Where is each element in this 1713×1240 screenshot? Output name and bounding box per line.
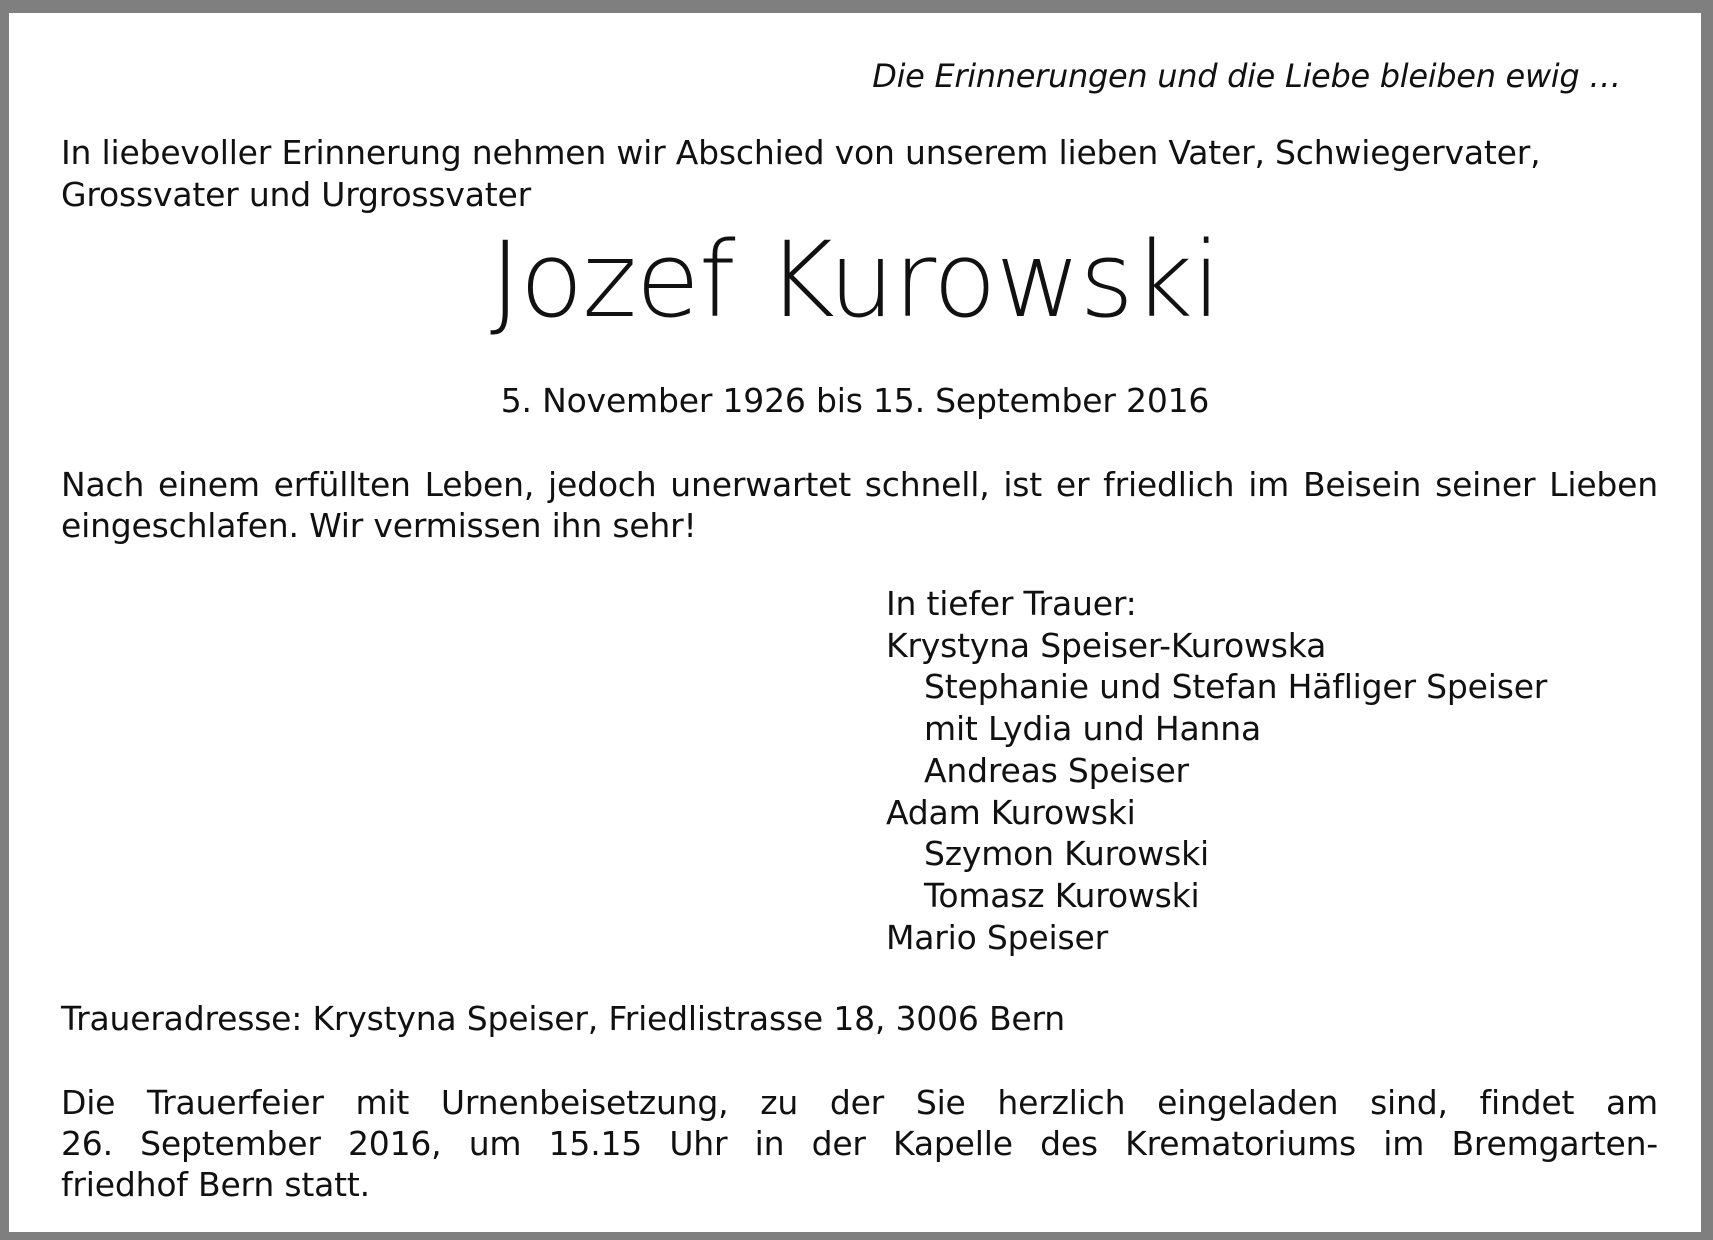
ceremony-paragraph xyxy=(61,1082,1658,1205)
mourners-heading: In tiefer Trauer: xyxy=(886,584,1137,623)
mourners-list xyxy=(886,583,1547,958)
life-dates: 5. November 1926 bis 15. September 2016 xyxy=(500,381,1210,420)
mourner-entry: Krystyna Speiser-Kurowska xyxy=(886,625,1327,665)
intro-paragraph xyxy=(61,132,1657,216)
mourner-entry: Andreas Speiser xyxy=(924,750,1189,790)
mourner-entry: Adam Kurowski xyxy=(886,792,1136,832)
obituary-card xyxy=(9,13,1701,1232)
ceremony-line-3: friedhof Bern statt. xyxy=(61,1165,370,1204)
intro-line-2: Grossvater und Urgrossvater xyxy=(61,175,531,214)
mourner-entry: Szymon Kurowski xyxy=(924,834,1209,874)
intro-line-1: In liebevoller Erinnerung nehmen wir Abschied von unserem lieben Vater, Schwiegervater, xyxy=(61,133,1541,172)
mourning-address: Traueradresse: Krystyna Speiser, Friedlistrasse 18, 3006 Bern xyxy=(61,999,1066,1038)
ceremony-line-2: 26. September 2016, um 15.15 Uhr in der Kapelle des Krematoriums im Bremgarten- xyxy=(61,1124,1658,1163)
mourner-entry: Mario Speiser xyxy=(886,917,1108,957)
mourner-entry: Tomasz Kurowski xyxy=(924,875,1200,915)
mourner-entry: mit Lydia und Hanna xyxy=(924,709,1262,749)
message-paragraph: Nach einem erfüllten Leben, jedoch unerwartet schnell, ist er friedlich im Beisein seiner Lieben eingeschlafen. Wir vermissen ihn sehr! xyxy=(61,465,1658,545)
motto-text: Die Erinnerungen und die Liebe bleiben ewig … xyxy=(872,57,1621,95)
deceased-name: Jozef Kurowski xyxy=(490,219,1220,341)
ceremony-line-1: Die Trauerfeier mit Urnenbeisetzung, zu der Sie herzlich eingeladen sind, findet am xyxy=(61,1083,1658,1122)
mourner-entry: Stephanie und Stefan Häfliger Speiser xyxy=(924,667,1548,707)
